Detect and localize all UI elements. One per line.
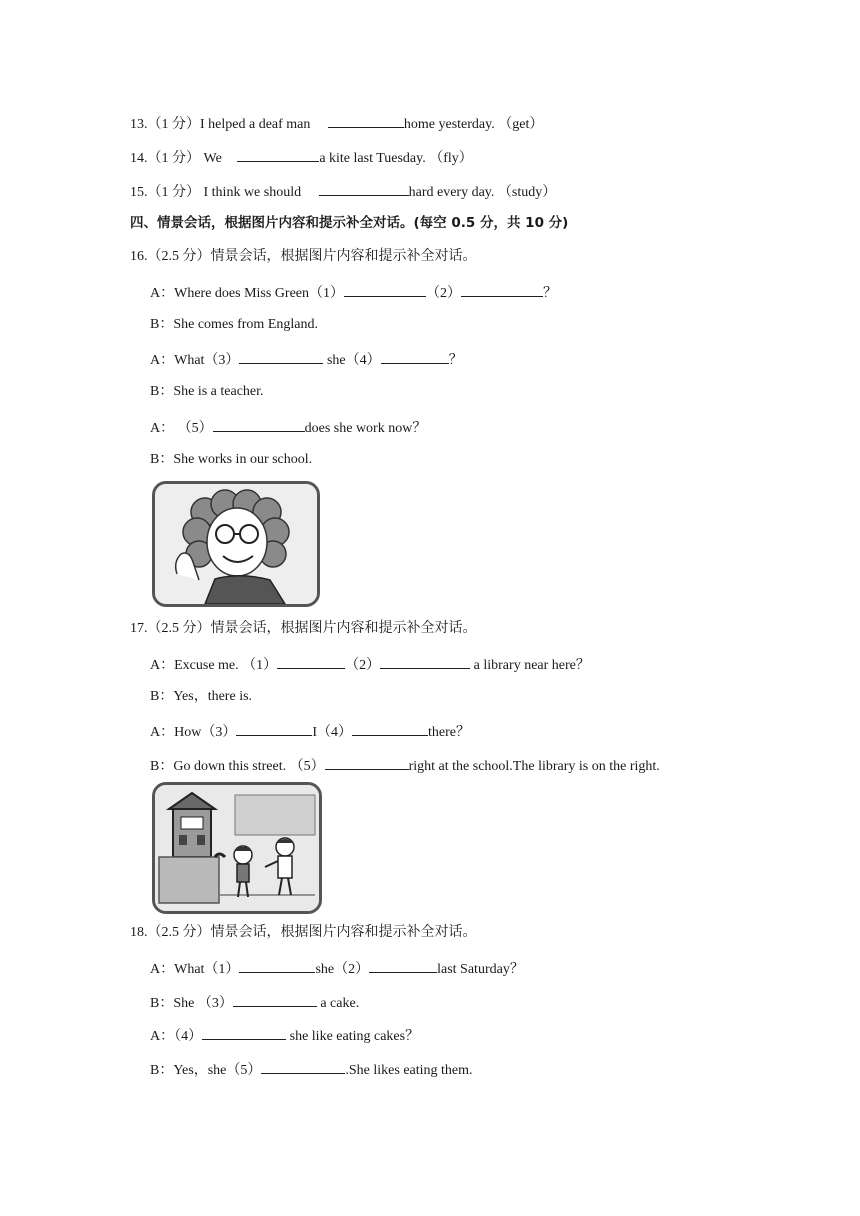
q16-line-1 [150, 282, 557, 303]
q16-l3-text-b: she（4） [323, 353, 381, 368]
q18-l2-text-a: B：She （3） [150, 996, 233, 1011]
q16-l3-text-c: ？ [448, 353, 463, 368]
q18-line-1 [150, 958, 524, 979]
teacher-illustration [152, 481, 320, 607]
q18-l4-text-a: B：Yes，she（5） [150, 1063, 262, 1078]
q16-line-6: B：She works in our school. [150, 452, 313, 467]
q16-line-3 [150, 349, 463, 370]
q16-blank-3[interactable] [239, 349, 323, 364]
q17-blank-5[interactable] [325, 755, 409, 770]
q14-blank[interactable] [237, 147, 319, 162]
q18-l1-text-a: A：What（1） [150, 962, 240, 977]
q18-l3-text-b: she like eating cakes？ [286, 1029, 420, 1044]
q16-blank-5[interactable] [213, 417, 305, 432]
section-4-heading: 四、情景会话，根据图片内容和提示补全对话。(每空 0.5 分，共 10 分) [130, 215, 569, 231]
q16-blank-4[interactable] [381, 349, 449, 364]
q17-l4-text-a: B：Go down this street. （5） [150, 759, 325, 774]
q18-blank-5[interactable] [261, 1059, 345, 1074]
q18-title: 18.（2.5 分）情景会话，根据图片内容和提示补全对话。 [130, 925, 477, 940]
q18-line-2 [150, 992, 359, 1013]
q15-prefix: 15.（1 分） I think we should [130, 185, 302, 200]
q15-blank[interactable] [319, 181, 409, 196]
q13-prefix: 13.（1 分）I helped a deaf man [130, 117, 311, 132]
q16-line-5 [150, 417, 426, 438]
q18-line-3 [150, 1025, 419, 1046]
q18-line-4 [150, 1059, 473, 1080]
q16-l3-text-a: A：What（3） [150, 353, 240, 368]
q18-l3-text-a: A：（4） [150, 1029, 203, 1044]
q17-l3-text-b: I（4） [312, 725, 353, 740]
q18-l4-text-b: .She likes eating them. [345, 1063, 473, 1078]
q16-l5-text-a: A： （5） [150, 421, 213, 436]
street-illustration [152, 782, 322, 914]
q13-blank[interactable] [328, 113, 404, 128]
q17-l1-text-c: a library near here？ [470, 658, 590, 673]
q17-blank-3[interactable] [236, 721, 312, 736]
q17-title: 17.（2.5 分）情景会话，根据图片内容和提示补全对话。 [130, 621, 477, 636]
question-14 [130, 147, 473, 168]
q17-line-3 [150, 721, 470, 742]
q18-l1-text-b: she（2） [315, 962, 370, 977]
q18-blank-1[interactable] [239, 958, 315, 973]
q18-blank-3[interactable] [233, 992, 317, 1007]
q18-blank-2[interactable] [369, 958, 437, 973]
q14-prefix: 14.（1 分） We [130, 151, 222, 166]
q18-l1-text-c: last Saturday？ [437, 962, 524, 977]
q17-line-4 [150, 755, 660, 776]
q16-line-2: B：She comes from England. [150, 317, 318, 332]
q16-blank-1[interactable] [344, 282, 426, 297]
q14-suffix: a kite last Tuesday. （fly） [319, 151, 473, 166]
q16-line-4: B：She is a teacher. [150, 384, 264, 399]
q17-blank-1[interactable] [277, 654, 345, 669]
q16-l1-text-a: A：Where does Miss Green（1） [150, 286, 345, 301]
q18-blank-4[interactable] [202, 1025, 286, 1040]
q16-l5-text-b: does she work now？ [304, 421, 427, 436]
question-15 [130, 181, 556, 202]
q17-blank-2[interactable] [380, 654, 470, 669]
q16-l1-text-b: （2） [426, 286, 462, 301]
q16-title: 16.（2.5 分）情景会话，根据图片内容和提示补全对话。 [130, 249, 477, 264]
q17-l4-text-b: right at the school.The library is on the right. [408, 759, 660, 774]
question-13 [130, 113, 543, 134]
q17-blank-4[interactable] [352, 721, 428, 736]
q16-blank-2[interactable] [461, 282, 543, 297]
q17-line-2: B：Yes，there is. [150, 689, 253, 704]
q17-l1-text-a: A：Excuse me. （1） [150, 658, 278, 673]
q17-line-1 [150, 654, 590, 675]
q17-l1-text-b: （2） [345, 658, 381, 673]
q13-suffix: home yesterday. （get） [403, 117, 544, 132]
q18-l2-text-b: a cake. [316, 996, 360, 1011]
q16-l1-text-c: ？ [543, 286, 558, 301]
q17-l3-text-a: A：How（3） [150, 725, 237, 740]
q15-suffix: hard every day. （study） [408, 185, 557, 200]
q17-l3-text-c: there？ [428, 725, 470, 740]
